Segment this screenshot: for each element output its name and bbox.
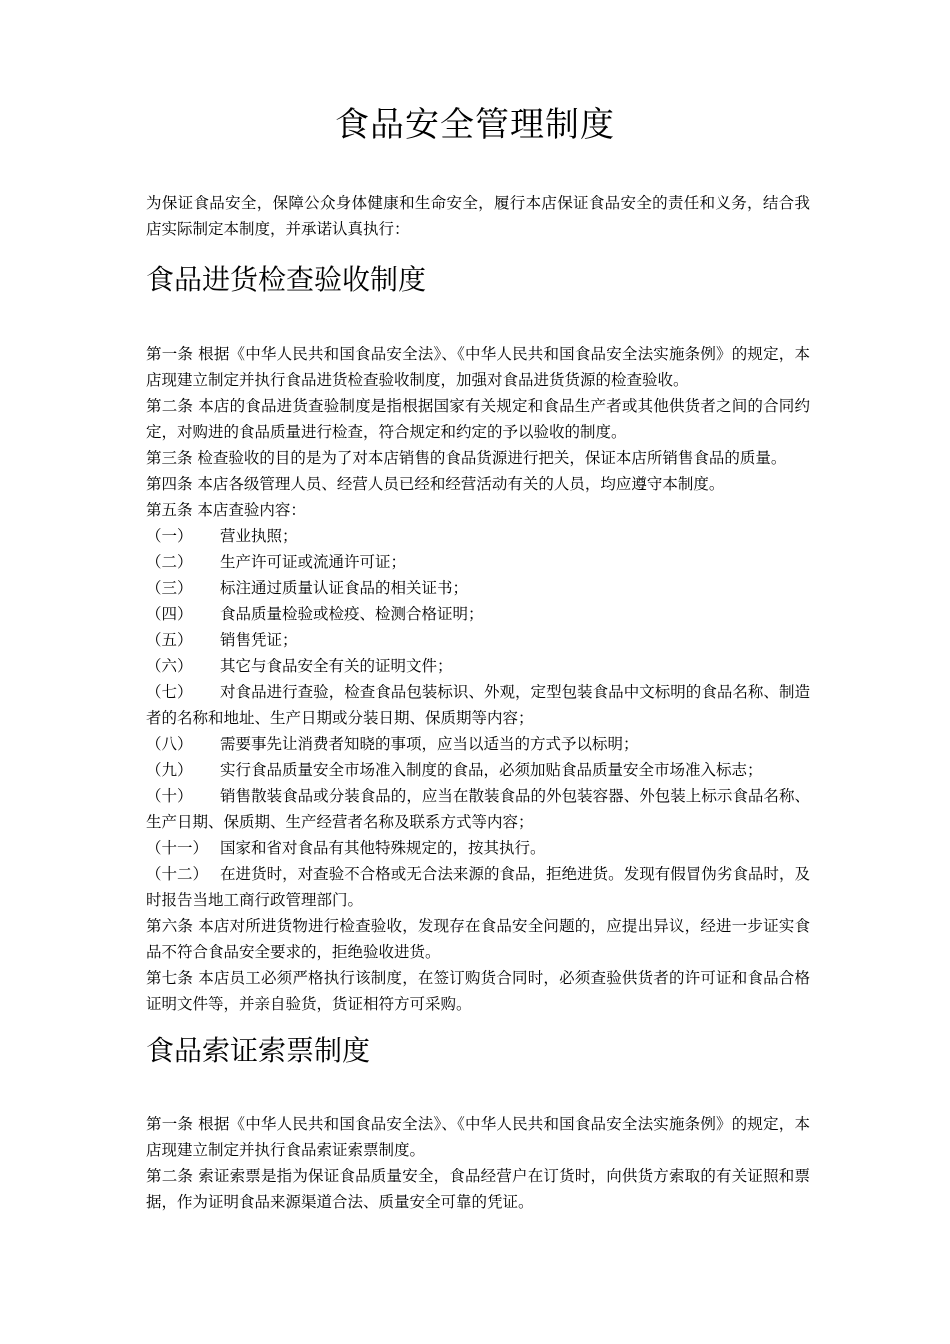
article-2: 第二条 本店的食品进货查验制度是指根据国家有关规定和食品生产者或其他供货者之间的合同约定，对购进的食品质量进行检查，符合规定和约定的予以验收的制度。 (146, 397, 810, 441)
list-item (146, 549, 810, 575)
list-item-text: 食品质量检验或检疫、检测合格证明； (220, 605, 484, 623)
list-item (146, 653, 810, 679)
article-7: 第七条 本店员工必须严格执行该制度，在签订购货合同时，必须查验供货者的许可证和食品合格证明文件等，并亲自验货，货证相符方可采购。 (146, 969, 810, 1013)
list-item-number: （二） (146, 553, 193, 571)
list-item-text: 其它与食品安全有关的证明文件； (220, 657, 453, 675)
article-3: 第三条 检查验收的目的是为了对本店销售的食品货源进行把关，保证本店所销售食品的质量。 (146, 449, 787, 467)
list-item-number: （一） (146, 527, 193, 545)
section-heading-certificates: 食品索证索票制度 (146, 1034, 371, 1067)
list-item (146, 523, 810, 549)
list-item (146, 575, 810, 601)
list-item (146, 627, 810, 653)
list-item (146, 783, 810, 835)
list-item-text: 在进货时，对查验不合格或无合法来源的食品，拒绝进货。发现有假冒伪劣食品时，及时报告当地工商行政管理部门。 (146, 865, 810, 909)
article-4: 第四条 本店各级管理人员、经营人员已经和经营活动有关的人员，均应遵守本制度。 (146, 475, 725, 493)
list-item-text: 营业执照； (220, 527, 298, 545)
list-item (146, 861, 810, 913)
list-item-number: （六） (146, 657, 193, 675)
article-1: 第一条 根据《中华人民共和国食品安全法》、《中华人民共和国食品安全法实施条例》的规定，本店现建立制定并执行食品进货检查验收制度，加强对食品进货货源的检查验收。 (146, 345, 810, 389)
list-item-number: （五） (146, 631, 193, 649)
intro-paragraph: 为保证食品安全，保障公众身体健康和生命安全，履行本店保证食品安全的责任和义务，结合我店实际制定本制度，并承诺认真执行： (146, 194, 810, 238)
list-item-number: （三） (146, 579, 193, 597)
list-item-number: （四） (146, 605, 193, 623)
section-body-inspection (146, 341, 810, 1017)
page-title: 食品安全管理制度 (335, 105, 615, 145)
article-1: 第一条 根据《中华人民共和国食品安全法》、《中华人民共和国食品安全法实施条例》的规定，本店现建立制定并执行食品索证索票制度。 (146, 1115, 810, 1159)
list-item-number: （十二） (146, 865, 209, 883)
list-item (146, 679, 810, 731)
list-item-text: 对食品进行查验，检查食品包装标识、外观，定型包装食品中文标明的食品名称、制造者的名称和地址、生产日期或分装日期、保质期等内容； (146, 683, 810, 727)
list-item (146, 757, 810, 783)
list-item-text: 生产许可证或流通许可证； (220, 553, 407, 571)
article-2: 第二条 索证索票是指为保证食品质量安全，食品经营户在订货时，向供货方索取的有关证照和票据，作为证明食品来源渠道合法、质量安全可靠的凭证。 (146, 1167, 810, 1211)
list-item-text: 国家和省对食品有其他特殊规定的，按其执行。 (220, 839, 546, 857)
list-item-text: 销售凭证； (220, 631, 298, 649)
list-item-text: 标注通过质量认证食品的相关证书； (220, 579, 469, 597)
list-item (146, 731, 810, 757)
list-item-number: （十一） (146, 839, 209, 857)
list-item-text: 实行食品质量安全市场准入制度的食品，必须加贴食品质量安全市场准入标志； (220, 761, 763, 779)
section-heading-inspection: 食品进货检查验收制度 (146, 263, 427, 296)
list-item-text: 销售散装食品或分装食品的，应当在散装食品的外包装容器、外包装上标示食品名称、生产日期、保质期、生产经营者名称及联系方式等内容； (146, 787, 810, 831)
list-item-number: （七） (146, 683, 193, 701)
list-item (146, 835, 810, 861)
article-6: 第六条 本店对所进货物进行检查验收，发现存在食品安全问题的，应提出异议，经进一步证实食品不符合食品安全要求的，拒绝验收进货。 (146, 917, 810, 961)
list-item-number: （八） (146, 735, 193, 753)
list-item-number: （九） (146, 761, 193, 779)
section-body-certificates (146, 1111, 810, 1215)
article-5: 第五条 本店查验内容： (146, 501, 306, 519)
list-item-number: （十） (146, 787, 193, 805)
list-item (146, 601, 810, 627)
list-item-text: 需要事先让消费者知晓的事项，应当以适当的方式予以标明； (220, 735, 639, 753)
